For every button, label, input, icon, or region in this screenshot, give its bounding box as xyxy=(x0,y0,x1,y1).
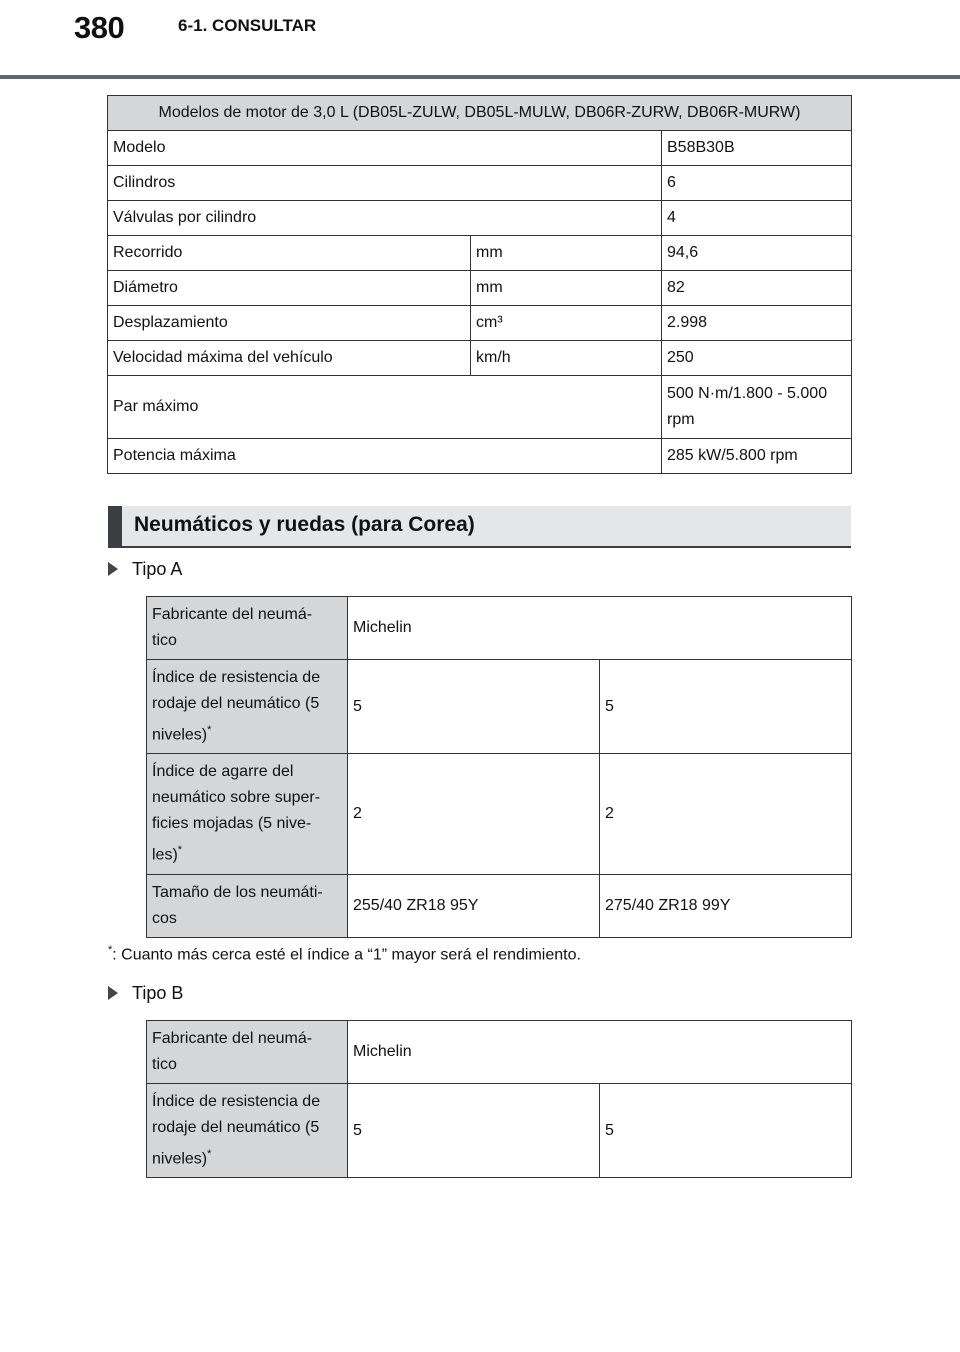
row-value-line: 500 N·m/1.800 - 5.000 xyxy=(667,385,828,402)
row-value: 2.998 xyxy=(662,306,852,341)
asterisk: * xyxy=(177,844,183,857)
label-line: neumático sobre super- xyxy=(152,789,321,807)
manufacturer-label xyxy=(147,597,348,660)
wet-grip-label xyxy=(147,754,348,875)
label-line: Índice de agarre del xyxy=(152,763,294,781)
type-a-tire-table xyxy=(146,596,852,938)
label-line: rodaje del neumático (5 xyxy=(152,1118,320,1136)
label-line: Tamaño de los neumáti- xyxy=(152,884,323,901)
row-value: 285 kW/5.800 rpm xyxy=(662,439,852,474)
triangle-bullet-icon xyxy=(108,562,118,576)
header-rule xyxy=(0,75,960,79)
label-text: les) xyxy=(152,846,178,864)
label-line: Índice de resistencia de xyxy=(152,1092,321,1110)
row-unit: mm xyxy=(471,271,662,306)
table-row xyxy=(108,306,852,341)
footnote-text: : Cuanto más cerca esté el índice a “1” mayor será el rendimiento. xyxy=(112,946,581,964)
manufacturer-label xyxy=(147,1021,348,1084)
grip-front-value: 2 xyxy=(348,754,600,875)
heading-bar xyxy=(108,506,122,546)
label-line xyxy=(152,717,342,748)
table-row xyxy=(108,96,852,131)
row-value: B58B30B xyxy=(662,131,852,166)
tires-heading-text: Neumáticos y ruedas (para Corea) xyxy=(134,513,475,536)
label-line: rodaje del neumático (5 xyxy=(152,694,320,712)
footnote xyxy=(108,944,581,964)
row-value xyxy=(662,376,852,439)
row-label: Válvulas por cilindro xyxy=(108,201,662,236)
table-row xyxy=(147,1084,852,1178)
engine-spec-table xyxy=(107,95,852,474)
table-row xyxy=(147,754,852,875)
type-a-label: Tipo A xyxy=(132,559,183,579)
size-front-value: 255/40 ZR18 95Y xyxy=(348,875,600,938)
table-row xyxy=(147,875,852,938)
row-label: Recorrido xyxy=(108,236,471,271)
row-label: Diámetro xyxy=(108,271,471,306)
label-line: tico xyxy=(152,632,177,649)
row-label: Modelo xyxy=(108,131,662,166)
label-line: cos xyxy=(152,910,177,927)
row-unit: mm xyxy=(471,236,662,271)
row-value: 4 xyxy=(662,201,852,236)
manufacturer-value: Michelin xyxy=(348,597,852,660)
rolling-rear-value: 5 xyxy=(600,660,852,754)
asterisk: * xyxy=(207,1147,212,1160)
section-title: 6-1. CONSULTAR xyxy=(178,16,317,35)
row-value: 94,6 xyxy=(662,236,852,271)
label-text: niveles) xyxy=(152,726,208,744)
row-label: Potencia máxima xyxy=(108,439,662,474)
type-b-label: Tipo B xyxy=(132,983,184,1003)
row-value: 250 xyxy=(662,341,852,376)
rolling-front-value: 5 xyxy=(348,1084,600,1178)
asterisk: * xyxy=(207,723,212,736)
row-label: Par máximo xyxy=(108,376,662,439)
grip-rear-value: 2 xyxy=(600,754,852,875)
rolling-resistance-label xyxy=(147,660,348,754)
tire-size-label xyxy=(147,875,348,938)
rolling-rear-value: 5 xyxy=(600,1084,852,1178)
manufacturer-value: Michelin xyxy=(348,1021,852,1084)
label-line: Fabricante del neumá- xyxy=(152,606,313,623)
table-row xyxy=(108,131,852,166)
label-text: niveles) xyxy=(152,1150,208,1168)
engine-table-title: Modelos de motor de 3,0 L (DB05L-ZULW, DB05L-MULW, DB06R-ZURW, DB06R-MURW) xyxy=(108,96,852,131)
table-row xyxy=(108,166,852,201)
rolling-resistance-label xyxy=(147,1084,348,1178)
type-b-bullet xyxy=(108,983,183,1004)
row-unit: cm³ xyxy=(471,306,662,341)
table-row xyxy=(108,376,852,439)
row-unit: km/h xyxy=(471,341,662,376)
table-row xyxy=(147,1021,852,1084)
label-line: tico xyxy=(152,1056,177,1073)
row-label: Velocidad máxima del vehículo xyxy=(108,341,471,376)
footnote-mark: * xyxy=(108,944,113,956)
type-a-bullet xyxy=(108,559,182,580)
tires-section-heading xyxy=(108,506,851,548)
label-line xyxy=(152,1141,342,1172)
table-row xyxy=(108,271,852,306)
label-line xyxy=(152,837,342,868)
table-row xyxy=(108,341,852,376)
table-row xyxy=(147,660,852,754)
row-value: 82 xyxy=(662,271,852,306)
table-row xyxy=(108,439,852,474)
rolling-front-value: 5 xyxy=(348,660,600,754)
type-b-tire-table xyxy=(146,1020,852,1178)
row-label: Desplazamiento xyxy=(108,306,471,341)
row-value: 6 xyxy=(662,166,852,201)
table-row xyxy=(108,201,852,236)
triangle-bullet-icon xyxy=(108,986,118,1000)
label-line: Fabricante del neumá- xyxy=(152,1030,313,1047)
table-row xyxy=(147,597,852,660)
row-value-line: rpm xyxy=(667,411,695,428)
size-rear-value: 275/40 ZR18 99Y xyxy=(600,875,852,938)
page-number: 380 xyxy=(74,10,125,45)
label-line: ficies mojadas (5 nive- xyxy=(152,815,312,833)
label-line: Índice de resistencia de xyxy=(152,668,321,686)
table-row xyxy=(108,236,852,271)
row-label: Cilindros xyxy=(108,166,662,201)
